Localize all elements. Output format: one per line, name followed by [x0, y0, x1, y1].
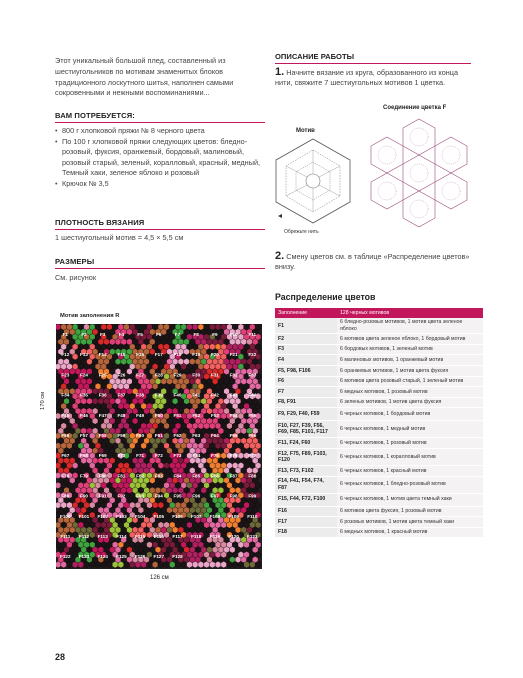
flower-label: F127 — [153, 554, 165, 560]
motif-description-cell: 6 черных мотивов, 1 медный мотив — [337, 421, 483, 438]
flower-label: F95 — [173, 493, 182, 499]
flower-join-diagram — [360, 115, 478, 233]
flower-label: F94 — [154, 493, 163, 499]
step-text: Смену цветов см. в таблице «Распределение цветов» внизу. — [275, 252, 470, 271]
hexagon-motif — [238, 561, 244, 568]
flower-label: F125 — [116, 554, 127, 560]
flower-label: F50 — [154, 412, 163, 418]
motif-description-cell: 6 черных мотивов, 1 мотив цвета темный хаки — [337, 493, 483, 506]
table-row — [275, 438, 483, 449]
flower-label: F36 — [98, 392, 107, 398]
flower-label: F78 — [61, 473, 70, 479]
flower-label: F48 — [117, 412, 126, 418]
table-row — [275, 387, 483, 398]
table-row — [275, 421, 483, 438]
flower-label: F124 — [97, 554, 108, 560]
hexagon-motif — [204, 561, 210, 568]
hexagon-motif — [95, 561, 101, 568]
flower-label: F51 — [173, 412, 182, 418]
flower-label: F23 — [61, 372, 70, 378]
step-text: Начните вязание из круга, образованного из конца нити, свяжите 7 шестиугольных мотивов 1 цветка. — [275, 68, 459, 87]
sizes-text: См. рисунок — [55, 273, 97, 282]
flower-label: F121 — [247, 534, 258, 539]
flower-label: F93 — [136, 493, 145, 499]
flower-label: F14 — [98, 352, 107, 358]
hexagon-motif — [101, 561, 107, 568]
flower-label: F29 — [173, 372, 182, 378]
hexagon-motif — [158, 561, 164, 568]
flower-label: F106 — [172, 513, 183, 519]
flower-label: F35 — [80, 392, 88, 398]
materials-list — [55, 126, 267, 190]
motif-description-cell: 6 мотивов цвета фуксия, 1 розовый мотив — [337, 506, 483, 517]
step-2 — [275, 252, 475, 272]
flower-label: F91 — [98, 493, 107, 499]
flower-label: F98 — [229, 493, 238, 499]
flower-label: F33 — [248, 372, 257, 378]
fill-code-cell: F17 — [275, 517, 337, 528]
page-number: 28 — [55, 652, 66, 662]
flower-label: F110 — [247, 513, 258, 519]
flower-label: F115 — [134, 534, 146, 539]
flower-label: F21 — [229, 352, 238, 358]
hexagon-motif — [67, 561, 73, 568]
flower-label: F70 — [117, 453, 126, 459]
hexagon-motif — [244, 561, 250, 568]
flower-label: F105 — [153, 513, 165, 519]
flower-label: F75 — [210, 453, 219, 459]
flower-label: F9 — [212, 332, 218, 337]
flower-label: F76 — [229, 453, 238, 459]
fill-motif-label: Мотив заполнения R — [60, 313, 120, 319]
flower-label: F49 — [136, 412, 145, 418]
motif-description-cell: 6 медных мотивов, 1 розовый мотив — [337, 387, 483, 398]
fill-code-cell: F5, F98, F106 — [275, 366, 337, 377]
hexagon-motif — [198, 561, 204, 568]
flower-label: F37 — [117, 392, 126, 398]
fill-code-cell: F15, F44, F72, F100 — [275, 493, 337, 506]
hexagon-motif — [232, 561, 238, 568]
step-number: 1. — [275, 66, 285, 78]
table-row — [275, 397, 483, 408]
fill-code-cell: F13, F73, F102 — [275, 465, 337, 476]
flower-label: F61 — [154, 433, 163, 438]
flower-label: F69 — [98, 453, 107, 459]
table-row — [275, 334, 483, 345]
flower-label: F109 — [228, 513, 239, 519]
intro-text: Этот уникальный большой плед, составленный из шестиугольников по мотивам знаменитых блоков традиционного лоскутного шитья, наполнен самыми сокровенными и нежными воспоминаниями... — [55, 56, 234, 98]
table-row — [275, 318, 483, 333]
flower-label: F122 — [60, 554, 71, 560]
flower-label: F24 — [80, 372, 88, 378]
flower-label: F80 — [98, 473, 107, 479]
hexagon-motif — [187, 561, 193, 568]
flower-label: F17 — [154, 352, 163, 358]
hexagon-motif — [72, 561, 78, 568]
flower-label: F45 — [61, 412, 70, 418]
flower-label: F68 — [80, 453, 88, 459]
flower-diagram-label: Соединение цветка F — [383, 105, 447, 111]
distribution-table — [275, 308, 483, 538]
flower-label: F102 — [97, 513, 108, 519]
motif-description-cell: 6 бледно-розовых мотивов, 1 мотив цвета зеленое яблоко — [337, 318, 483, 333]
flower-label: F73 — [173, 453, 182, 459]
motif-description-cell: 6 черных мотивов, 1 красный мотив — [337, 465, 483, 476]
fill-code-cell: F16 — [275, 506, 337, 517]
flower-label: F26 — [117, 372, 126, 378]
flower-label: F38 — [136, 392, 145, 398]
motif-description-cell: 6 медных мотивов, 1 красный мотив — [337, 527, 483, 538]
flower-label: F64 — [210, 433, 219, 438]
distribution-title: Распределение цветов — [275, 292, 376, 302]
flower-label: F107 — [190, 513, 202, 519]
hexagon-motif — [215, 561, 221, 568]
flower-label: F28 — [154, 372, 163, 378]
table-row — [275, 344, 483, 355]
flower-label: F85 — [192, 473, 201, 479]
hexagon-motif — [129, 561, 135, 568]
flower-label: F87 — [229, 473, 238, 479]
gauge-heading: ПЛОТНОСТЬ ВЯЗАНИЯ — [55, 218, 265, 230]
flower-label: F71 — [136, 453, 145, 459]
hexagon-motif — [118, 561, 124, 568]
flower-label: F89 — [61, 493, 70, 499]
blanket-layout-chart — [56, 324, 262, 569]
flower-label: F86 — [210, 473, 219, 479]
flower-label: F7 — [174, 332, 181, 337]
flower-label: F81 — [117, 473, 126, 479]
flower-label: F55 — [248, 412, 257, 418]
table-row — [275, 448, 483, 465]
hexagon-motif — [147, 561, 153, 568]
flower-label: F42 — [210, 392, 219, 398]
flower-label: F54 — [229, 412, 238, 418]
hexagon-motif — [164, 561, 170, 568]
step-1 — [275, 68, 475, 88]
hexagon-motif — [175, 561, 181, 568]
table-row — [275, 527, 483, 538]
fill-code-cell: F4 — [275, 355, 337, 366]
flower-label: F60 — [136, 433, 145, 438]
width-label: 126 см — [150, 575, 169, 581]
flower-label: F43 — [229, 392, 238, 398]
flower-label: F79 — [80, 473, 88, 479]
table-row — [275, 493, 483, 506]
flower-label: F119 — [209, 534, 221, 539]
flower-label: F103 — [116, 513, 127, 519]
hexagon-motif — [135, 561, 141, 568]
flower-label: F111 — [60, 534, 71, 539]
flower-label: F128 — [172, 554, 183, 560]
fill-code-cell: F8, F91 — [275, 397, 337, 408]
column-header-motifs: 128 черных мотивов — [337, 308, 483, 318]
hexagon-motif — [124, 561, 130, 568]
fill-code-cell: F1 — [275, 318, 337, 333]
motif-description-cell: 6 зеленых мотивов, 1 мотив цвета фуксия — [337, 397, 483, 408]
flower-label: F1 — [62, 332, 68, 337]
flower-label: F88 — [248, 473, 257, 479]
motif-description-cell: 6 черных мотивов, 1 бордовый мотив — [337, 408, 483, 421]
flower-label: F83 — [154, 473, 163, 479]
flower-label: F41 — [192, 392, 201, 398]
motif-diagram — [272, 136, 354, 226]
materials-item: • По 100 г хлопковой пряжи следующих цветов: бледно-розовый, фуксия, оранжевый, бордовый, малиновый, розовый старый, зеленый, коралловый, красный, медный, Темный хаки, зеленое яблоко и розовый — [55, 137, 267, 178]
flower-label: F72 — [154, 453, 163, 459]
sizes-heading: РАЗМЕРЫ — [55, 257, 265, 269]
motif-description-cell: 6 малиновых мотивов, 1 оранжевый мотив — [337, 355, 483, 366]
flower-label: F104 — [134, 513, 146, 519]
motif-diagram-label: Мотив — [296, 128, 315, 134]
column-header-fill: Заполнение — [275, 308, 337, 318]
motif-description-cell: 6 оранжевых мотивов, 1 мотив цвета фуксия — [337, 366, 483, 377]
flower-label: F16 — [136, 352, 145, 358]
flower-label: F11 — [248, 332, 257, 337]
fill-code-cell: F2 — [275, 334, 337, 345]
flower-label: F46 — [80, 412, 88, 418]
flower-label: F5 — [137, 332, 143, 337]
flower-label: F90 — [80, 493, 88, 499]
flower-label: F39 — [154, 392, 163, 398]
flower-label: F65 — [229, 433, 238, 438]
flower-label: F120 — [228, 534, 239, 539]
flower-label: F63 — [192, 433, 201, 438]
flower-label: F77 — [248, 453, 257, 459]
hexagon-motif — [107, 561, 113, 568]
flower-label: F101 — [78, 513, 90, 519]
flower-label: F34 — [61, 392, 70, 398]
materials-heading: ВАМ ПОТРЕБУЕТСЯ: — [55, 111, 265, 123]
motif-description-cell: 6 мотивов цвета зеленое яблоко, 1 бордовый мотив — [337, 334, 483, 345]
flower-label: F113 — [97, 534, 108, 539]
table-row — [275, 465, 483, 476]
flower-label: F99 — [248, 493, 257, 499]
table-row — [275, 517, 483, 528]
flower-label: F18 — [173, 352, 182, 358]
height-label: 170 см — [40, 391, 46, 410]
flower-label: F118 — [191, 534, 202, 539]
flower-label: F97 — [210, 493, 219, 499]
flower-label: F62 — [173, 433, 182, 438]
flower-label: F112 — [78, 534, 90, 539]
hexagon-motif — [112, 561, 118, 568]
flower-label: F56 — [61, 433, 70, 438]
flower-label: F13 — [80, 352, 88, 358]
table-row — [275, 366, 483, 377]
flower-label: F3 — [100, 332, 106, 337]
hexagon-motif — [255, 561, 261, 568]
flower-label: F27 — [136, 372, 145, 378]
fill-code-cell: F18 — [275, 527, 337, 538]
flower-label: F19 — [192, 352, 201, 358]
flower-label: F30 — [192, 372, 201, 378]
materials-item: • 800 г хлопковой пряжи № 8 черного цвета — [55, 126, 267, 136]
hexagon-motif — [84, 561, 90, 568]
hexagon-motif — [209, 561, 215, 568]
step-number: 2. — [275, 250, 285, 262]
flower-label: F32 — [229, 372, 238, 378]
fill-code-cell: F10, F27, F39, F56, F69, F85, F101, F117 — [275, 421, 337, 438]
fill-code-cell: F3 — [275, 344, 337, 355]
flower-label: F114 — [116, 534, 127, 539]
motif-description-cell: 6 розовых мотивов, 1 мотив цвета темный хаки — [337, 517, 483, 528]
flower-label: F66 — [248, 433, 257, 438]
fill-code-cell: F14, F41, F54, F74, F87 — [275, 476, 337, 493]
flower-label: F25 — [98, 372, 107, 378]
fill-code-cell: F6 — [275, 376, 337, 387]
flower-label: F96 — [192, 493, 201, 499]
flower-label: F59 — [117, 433, 126, 438]
flower-label: F31 — [210, 372, 219, 378]
hexagon-motif — [227, 561, 233, 568]
flower-label: F4 — [118, 332, 125, 337]
flower-label: F20 — [210, 352, 219, 358]
fill-code-cell: F12, F75, F89, F103, F120 — [275, 448, 337, 465]
flower-label: F47 — [98, 412, 107, 418]
flower-label: F15 — [117, 352, 126, 358]
motif-description-cell: 6 черных мотивов, 1 коралловый мотив — [337, 448, 483, 465]
flower-label: F67 — [61, 453, 70, 459]
hexagon-motif — [249, 561, 255, 568]
hexagon-motif — [78, 561, 84, 568]
table-row — [275, 355, 483, 366]
flower-label: F8 — [193, 332, 199, 337]
flower-label: F92 — [117, 493, 126, 499]
flower-label: F116 — [153, 534, 164, 539]
flower-label: F22 — [248, 352, 257, 358]
hexagon-motif — [89, 561, 95, 568]
motif-description-cell: 6 мотивов цвета розовый старый, 1 зеленый мотив — [337, 376, 483, 387]
flower-label: F53 — [210, 412, 219, 418]
hexagon-motif — [61, 561, 67, 568]
flower-label: F58 — [98, 433, 107, 438]
hexagon-motif — [181, 561, 187, 568]
fill-code-cell: F7 — [275, 387, 337, 398]
motif-description-cell: 6 черных мотивов, 1 бледно-розовый мотив — [337, 476, 483, 493]
flower-label: F108 — [209, 513, 221, 519]
motif-description-cell: 6 черных мотивов, 1 розовый мотив — [337, 438, 483, 449]
work-heading: ОПИСАНИЕ РАБОТЫ — [275, 52, 471, 64]
flower-label: F10 — [229, 332, 238, 337]
motif-description-cell: 6 бордовых мотивов, 1 зеленый мотив — [337, 344, 483, 355]
flower-label: F123 — [78, 554, 90, 560]
flower-label: F84 — [173, 473, 182, 479]
materials-item: • Крючок № 3,5 — [55, 179, 267, 189]
table-row — [275, 506, 483, 517]
table-row — [275, 476, 483, 493]
flower-label: F12 — [61, 352, 70, 358]
flower-label: F126 — [134, 554, 146, 560]
flower-label: F6 — [156, 332, 162, 337]
flower-label: F82 — [136, 473, 145, 479]
fill-code-cell: F9, F29, F40, F59 — [275, 408, 337, 421]
hexagon-motif — [221, 561, 227, 568]
table-row — [275, 408, 483, 421]
gauge-text: 1 шестиугольный мотив = 4,5 × 5,5 см — [55, 233, 184, 242]
fill-code-cell: F11, F24, F60 — [275, 438, 337, 449]
flower-label: F44 — [248, 392, 257, 398]
hexagon-motif — [169, 561, 175, 568]
flower-label: F40 — [173, 392, 182, 398]
flower-label: F117 — [172, 534, 183, 539]
cut-thread-label: Обрежьте нить — [284, 229, 319, 235]
flower-label: F74 — [192, 453, 201, 459]
hexagon-motif — [152, 561, 158, 568]
hexagon-motif — [141, 561, 147, 568]
flower-label: F52 — [192, 412, 201, 418]
hexagon-motif — [192, 561, 198, 568]
flower-label: F100 — [60, 513, 71, 519]
table-row — [275, 376, 483, 387]
flower-label: F2 — [81, 332, 87, 337]
flower-label: F57 — [80, 433, 88, 438]
